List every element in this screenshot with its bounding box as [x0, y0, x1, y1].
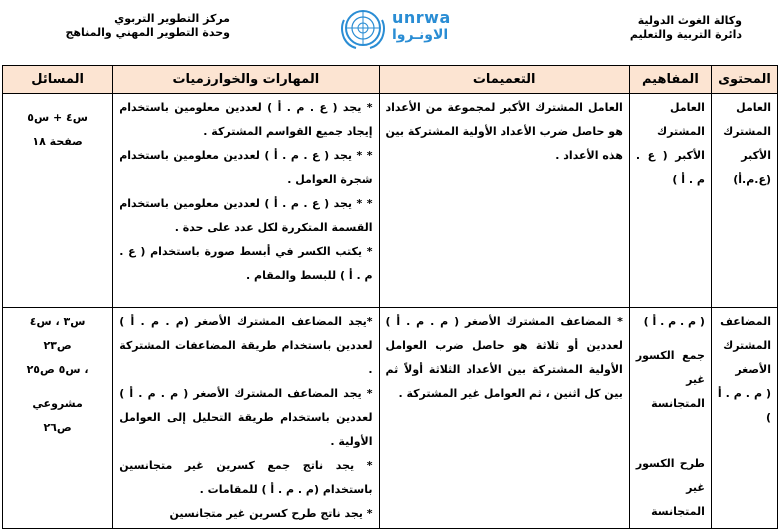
generalizations-cell: * المضاعف المشترك الأصغر ( م . م . أ ) لعددين أو ثلاثة هو حاصل ضرب العوامل الأولية المشتركة بين الأعداد الثلاثة أولاً ثم بين كل اثنين ، ثم العوامل غير المشتركة . — [379, 308, 629, 529]
problem-ref: ، س٥ ص٢٥ — [26, 363, 89, 376]
skill-item: * يجد المضاعف المشترك الأصغر ( م . م . أ ) لعددين باستخدام طريقة التحليل إلى العوامل الأولية . — [119, 387, 373, 448]
table-row — [3, 94, 778, 308]
problem-ref: س٤ + س٥ — [27, 111, 88, 124]
skill-item: *يجد المضاعف المشترك الأصغر (م . م . أ ) لعددين باستخدام طريقة المضاعفات المشتركة . — [119, 315, 373, 376]
header-content: المحتوى — [711, 66, 777, 94]
unrwa-logo — [338, 6, 458, 50]
content-cell — [711, 308, 777, 529]
problems-cell — [3, 94, 113, 308]
table-row — [3, 308, 778, 529]
concepts-cell — [629, 308, 711, 529]
problem-ref: ص٢٣ — [43, 339, 72, 352]
concepts-cell: العامل المشترك الأكبر ( ع . م . أ ) — [629, 94, 711, 308]
content-line: المشترك — [723, 339, 771, 352]
un-emblem-icon — [338, 6, 388, 50]
skill-item: * يجد ناتج طرح كسرين غير متجانسين — [169, 507, 373, 520]
skill-item: * يجد ناتج جمع كسرين غير متجانسين باستخدام (م . م . أ ) للمقامات . — [119, 459, 373, 496]
header-concepts: المفاهيم — [629, 66, 711, 94]
skills-cell — [113, 94, 379, 308]
content-line: ( م . م . أ ) — [717, 387, 771, 424]
skill-item: * * يجد ( ع . م . أ ) لعددين معلومين باستخدام شجرة العوامل . — [119, 149, 373, 186]
center-name: مركز التطوير التربوي — [114, 12, 230, 25]
center-title-block — [40, 12, 230, 40]
document-header — [0, 0, 780, 62]
skill-item: * * يجد ( ع . م . أ ) لعددين معلومين باستخدام القسمة المتكررة لكل عدد على حدة . — [119, 197, 373, 234]
problem-ref: ص٢٦ — [43, 421, 72, 434]
problem-ref: مشروعي — [32, 397, 83, 410]
agency-name: وكالة الغوث الدولية — [637, 14, 742, 27]
unit-name: وحدة التطوير المهني والمناهج — [65, 26, 230, 39]
agency-title-block — [630, 14, 742, 42]
header-skills: المهارات والخوارزميات — [113, 66, 379, 94]
header-problems: المسائل — [3, 66, 113, 94]
problem-ref: صفحة ١٨ — [32, 135, 83, 148]
table-header-row — [3, 66, 778, 94]
skills-cell — [113, 308, 379, 529]
department-name: دائرة التربية والتعليم — [629, 28, 742, 41]
logo-english-text: unrwa — [392, 8, 451, 27]
content-line: المضاعف — [720, 315, 771, 328]
concept-item: جمع الكسور غير المتجانسة — [635, 349, 705, 410]
generalizations-cell: العامل المشترك الأكبر لمجموعة من الأعداد هو حاصل ضرب الأعداد الأولية المشتركة بين هذه الأعداد . — [379, 94, 629, 308]
header-generalizations: التعميمات — [379, 66, 629, 94]
curriculum-table — [2, 65, 778, 529]
concept-item: ( م . م . أ ) — [643, 315, 705, 328]
logo-arabic-text: الاونـروا — [392, 27, 449, 43]
problem-ref: س٣ ، س٤ — [29, 315, 86, 328]
concept-item: طرح الكسور غير المتجانسة — [635, 457, 705, 518]
content-line: الأصغر — [735, 363, 771, 376]
skill-item: * يكتب الكسر في أبسط صورة باستخدام ( ع . م . أ ) للبسط والمقام . — [119, 245, 373, 282]
content-cell: العامل المشترك الأكبر (ع.م.أ) — [711, 94, 777, 308]
skill-item: * يجد ( ع . م . أ ) لعددين معلومين باستخدام إيجاد جميع القواسم المشتركة . — [119, 101, 373, 138]
problems-cell — [3, 308, 113, 529]
